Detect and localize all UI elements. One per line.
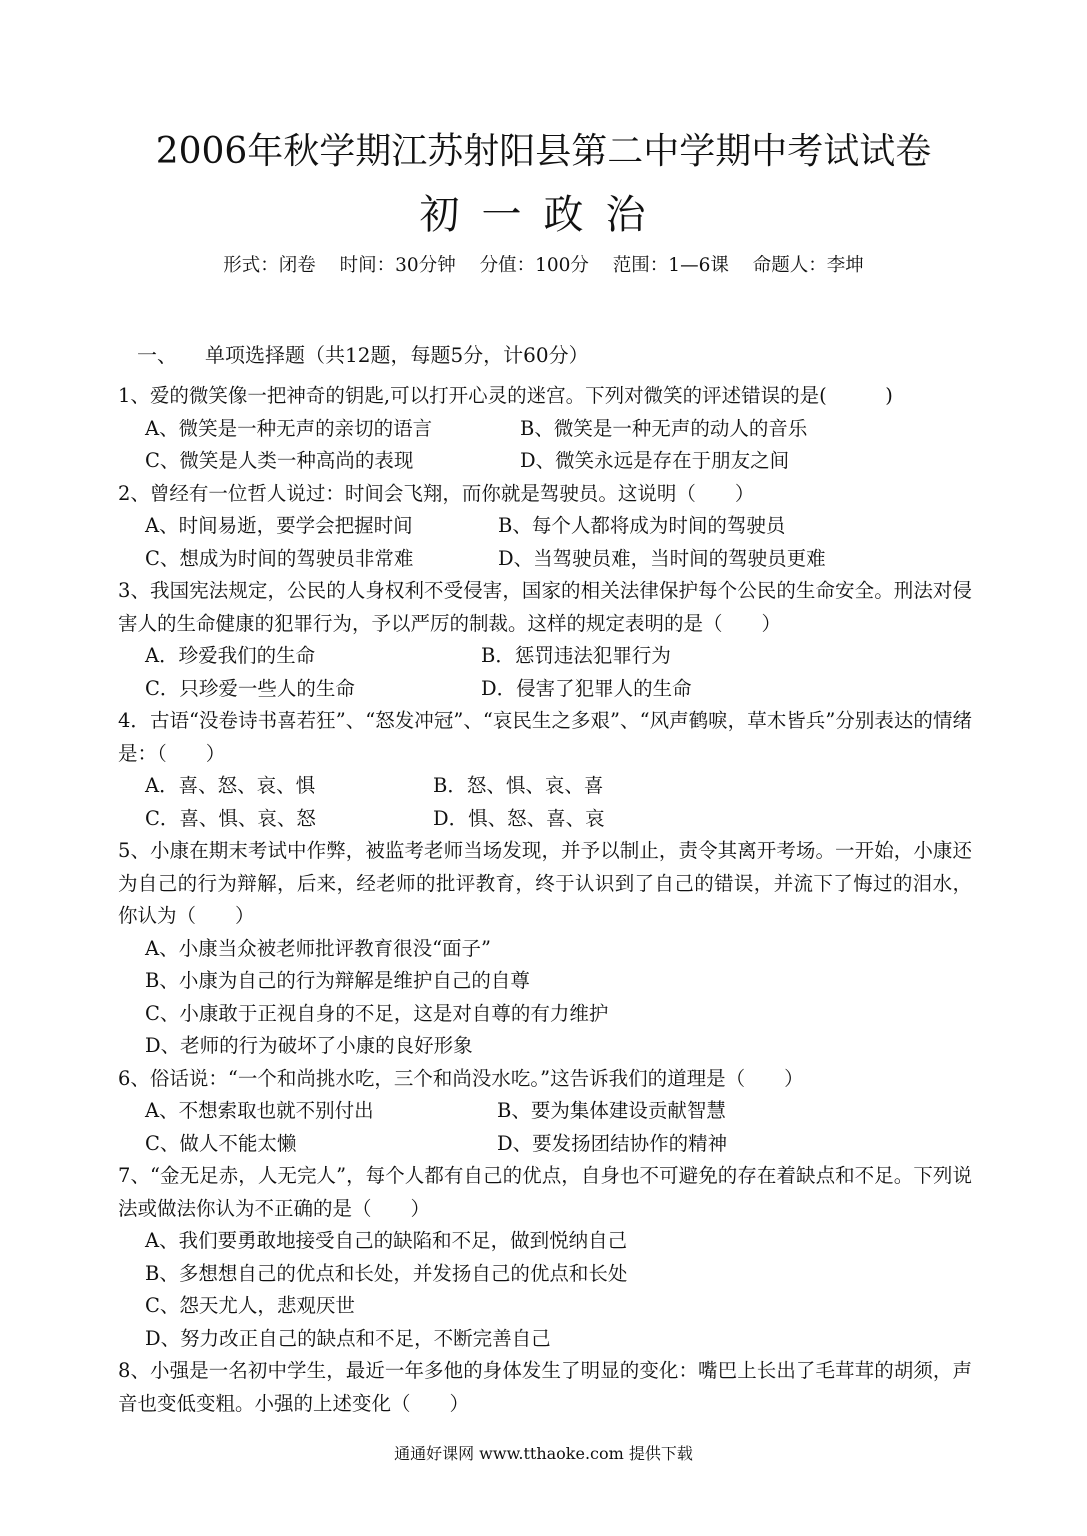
page-title: 2006年秋学期江苏射阳县第二中学期中考试试卷 [155, 131, 932, 172]
option-b: B、微笑是一种无声的动人的音乐 [520, 416, 808, 440]
option-c: C、怨天尤人，悲观厌世 [145, 1294, 355, 1317]
question-4 [118, 705, 972, 835]
option-a: A、微笑是一种无声的亲切的语言 [145, 416, 433, 440]
section-number: 一、 [137, 343, 177, 367]
question-stem: 6、俗话说：“一个和尚挑水吃，三个和尚没水吃。”这告诉我们的道理是（ ） [118, 1066, 804, 1090]
question-stem: 1、爱的微笑像一把神奇的钥匙,可以打开心灵的迷宫。下列对微笑的评述错误的是( ) [118, 384, 893, 407]
meta-score: 分值：100分 [479, 255, 589, 276]
option-c: C、微笑是人类一种高尚的表现 [145, 449, 414, 472]
meta-scope: 范围：1—6课 [612, 255, 729, 276]
option-b: B、多想想自己的优点和长处，并发扬自己的优点和长处 [145, 1261, 628, 1285]
question-stem: 5、小康在期末考试中作弊，被监考老师当场发现，并予以制止，责令其离开考场。一开始，小康还为自己的行为辩解，后来，经老师的批评教育，终于认识到了自己的错误，并流下了悔过的泪水，你认为（ ） [118, 839, 972, 927]
option-d: D、当驾驶员难，当时间的驾驶员更难 [498, 546, 826, 570]
question-list [118, 380, 972, 1420]
option-c: C．只珍爱一些人的生命 [145, 676, 355, 700]
option-d: D、老师的行为破坏了小康的良好形象 [145, 1034, 473, 1057]
option-a: A、我们要勇敢地接受自己的缺陷和不足，做到悦纳自己 [145, 1229, 628, 1252]
question-1 [118, 380, 972, 478]
question-2 [118, 478, 972, 576]
question-options [118, 640, 972, 705]
option-d: D、努力改正自己的缺点和不足，不断完善自己 [145, 1326, 551, 1350]
section-title: 单项选择题（共12题，每题5分，计60分） [205, 343, 589, 367]
option-b: B、要为集体建设贡献智慧 [497, 1099, 726, 1122]
option-a: A、小康当众被老师批评教育很没“面子” [145, 936, 492, 960]
question-stem: 4．古语“没卷诗书喜若狂”、“怒发冲冠”、“哀民生之多艰”、“风声鹤唳，草木皆兵”分别表达的情绪是：（ ） [118, 709, 972, 765]
option-a: A．喜、怒、哀、惧 [145, 774, 316, 797]
question-6 [118, 1063, 972, 1161]
exam-meta [0, 252, 1087, 280]
question-5 [118, 835, 972, 1063]
question-options [118, 1225, 972, 1355]
option-b: B、每个人都将成为时间的驾驶员 [498, 514, 786, 537]
option-b: B．惩罚违法犯罪行为 [481, 644, 671, 667]
meta-time: 时间：30分钟 [339, 255, 456, 276]
option-b: B．怒、惧、哀、喜 [433, 774, 604, 797]
question-options [118, 1095, 972, 1160]
option-c: C、小康敢于正视自身的不足，这是对自尊的有力维护 [145, 1001, 609, 1025]
question-3 [118, 575, 972, 705]
option-a: A、时间易逝，要学会把握时间 [145, 514, 413, 537]
option-a: A．珍爱我们的生命 [145, 644, 316, 667]
option-d: D、微笑永远是存在于朋友之间 [520, 449, 790, 472]
question-stem: 3、我国宪法规定，公民的人身权利不受侵害，国家的相关法律保护每个公民的生命安全。刑法对侵害人的生命健康的犯罪行为，予以严厉的制裁。这样的规定表明的是（ ） [118, 579, 972, 635]
question-stem: 7、“金无足赤，人无完人”，每个人都有自己的优点，自身也不可避免的存在着缺点和不足。下列说法或做法你认为不正确的是（ ） [118, 1164, 972, 1220]
meta-format: 形式：闭卷 [223, 255, 316, 276]
question-options [118, 510, 972, 575]
option-a: A、不想索取也就不别付出 [145, 1099, 374, 1122]
option-d: D．侵害了犯罪人的生命 [481, 676, 692, 700]
question-8 [118, 1355, 972, 1420]
option-c: C．喜、惧、哀、怒 [145, 806, 316, 830]
question-stem: 8、小强是一名初中学生，最近一年多他的身体发生了明显的变化：嘴巴上长出了毛茸茸的胡须，声音也变低变粗。小强的上述变化（ ） [118, 1359, 972, 1415]
question-options [118, 933, 972, 1063]
meta-author: 命题人：李坤 [752, 255, 864, 276]
subject-title: 初一政治 [419, 192, 668, 238]
option-d: D、要发扬团结协作的精神 [497, 1131, 728, 1155]
page-footer: 通通好课网 www.tthaoke.com 提供下载 [394, 1444, 693, 1463]
question-options [118, 770, 972, 835]
option-c: C、想成为时间的驾驶员非常难 [145, 546, 414, 570]
option-c: C、做人不能太懒 [145, 1131, 297, 1155]
section-heading [137, 340, 589, 370]
option-b: B、小康为自己的行为辩解是维护自己的自尊 [145, 969, 530, 992]
question-options [118, 413, 972, 478]
question-7 [118, 1160, 972, 1355]
question-stem: 2、曾经有一位哲人说过：时间会飞翔，而你就是驾驶员。这说明（ ） [118, 481, 755, 505]
option-d: D．惧、怒、喜、哀 [433, 806, 605, 830]
